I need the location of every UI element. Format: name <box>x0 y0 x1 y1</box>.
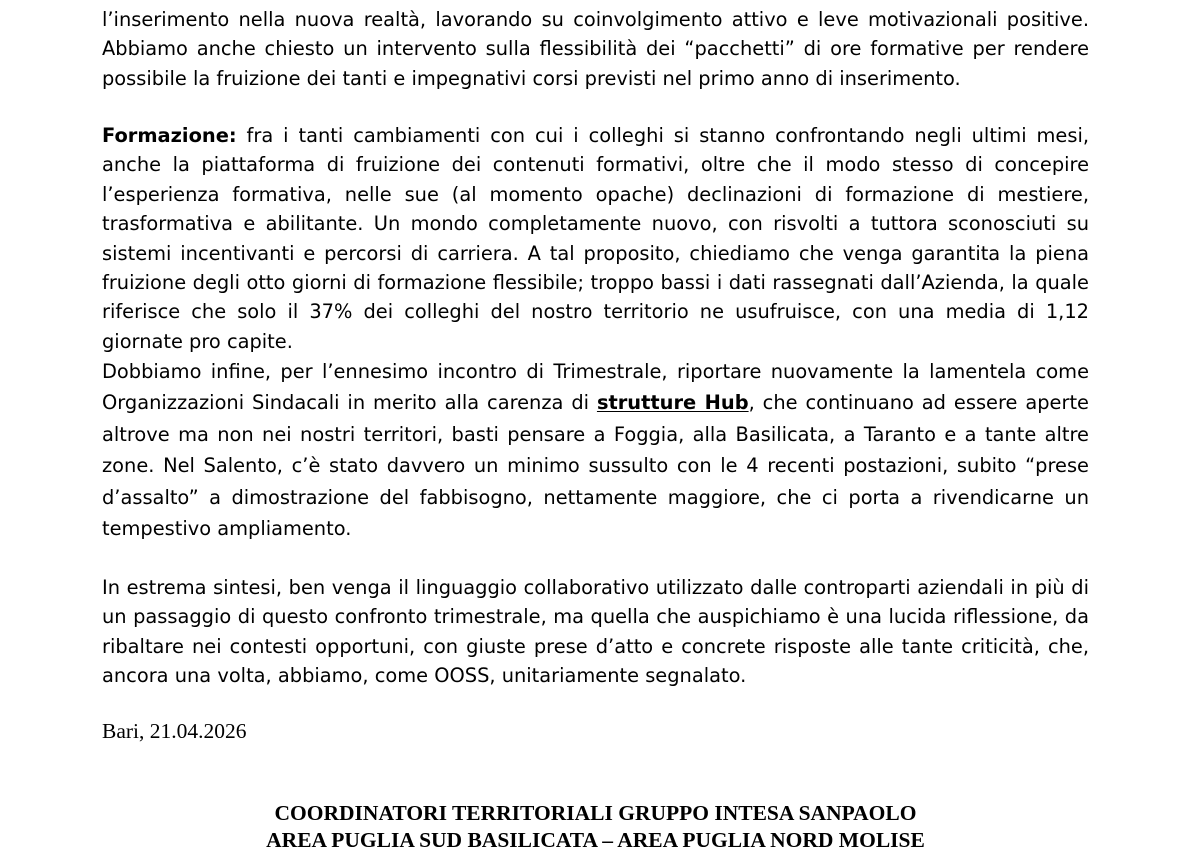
hub-text-before: Dobbiamo infine, per l’ennesimo incontro di Trimestrale, riportare nuovamente la lamentela come Organizzazioni Sindacali in merito alla carenza di <box>102 360 1089 415</box>
formazione-heading: Formazione: <box>102 124 237 147</box>
strutture-hub-emphasis: strutture Hub <box>596 391 749 415</box>
paragraph-inserimento: l’inserimento nella nuova realtà, lavorando su coinvolgimento attivo e leve motivazionali positive. Abbiamo anche chiesto un intervento sulla flessibilità dei “pacchetti” di ore formative per rendere possibile la fruizione dei tanti e impegnativi corsi previsti nel primo anno di inserimento. <box>102 8 1089 90</box>
signature-line-2: AREA PUGLIA SUD BASILICATA – AREA PUGLIA NORD MOLISE <box>266 828 925 852</box>
paragraph-strutture-hub <box>102 356 1089 544</box>
paragraph-formazione <box>102 121 1089 356</box>
date-line: Bari, 21.04.2026 <box>102 719 247 743</box>
formazione-body: fra i tanti cambiamenti con cui i colleghi si stanno confrontando negli ultimi mesi, anche la piattaforma di fruizione dei contenuti formativi, oltre che il modo stesso di concepire l’esperienza formativa, nelle sue (al momento opache) declinazioni di formazione di mestiere, trasformativa e abilitante. Un mondo completamente nuovo, con risvolti a tuttora sconosciuti su sistemi incentivanti e percorsi di carriera. A tal proposito, chiediamo che venga garantita la piena fruizione degli otto giorni di formazione flessibile; troppo bassi i dati rassegnati dall’Azienda, la quale riferisce che solo il 37% dei colleghi del nostro territorio ne usufruisce, con una media di 1,12 giornate pro capite. <box>102 124 1089 353</box>
paragraph-sintesi: In estrema sintesi, ben venga il linguaggio collaborativo utilizzato dalle controparti aziendali in più di un passaggio di questo confronto trimestrale, ma quella che auspichiamo è una lucida riflessione, da ribaltare nei contesti opportuni, con giuste prese d’atto e concrete risposte alle tante criticità, che, ancora una volta, abbiamo, come OOSS, unitariamente segnalato. <box>102 576 1089 688</box>
hub-text-after: , che continuano ad essere aperte altrove ma non nei nostri territori, basti pensare a Foggia, alla Basilicata, a Taranto e a tante altre zone. Nel Salento, c’è stato davvero un minimo sussulto con le 4 recenti postazioni, subito “prese d’assalto” a dimostrazione del fabbisogno, nettamente maggiore, che ci porta a rivendicarne un tempestivo ampliamento. <box>102 391 1089 541</box>
signature-line-1: COORDINATORI TERRITORIALI GRUPPO INTESA SANPAOLO <box>274 801 917 825</box>
